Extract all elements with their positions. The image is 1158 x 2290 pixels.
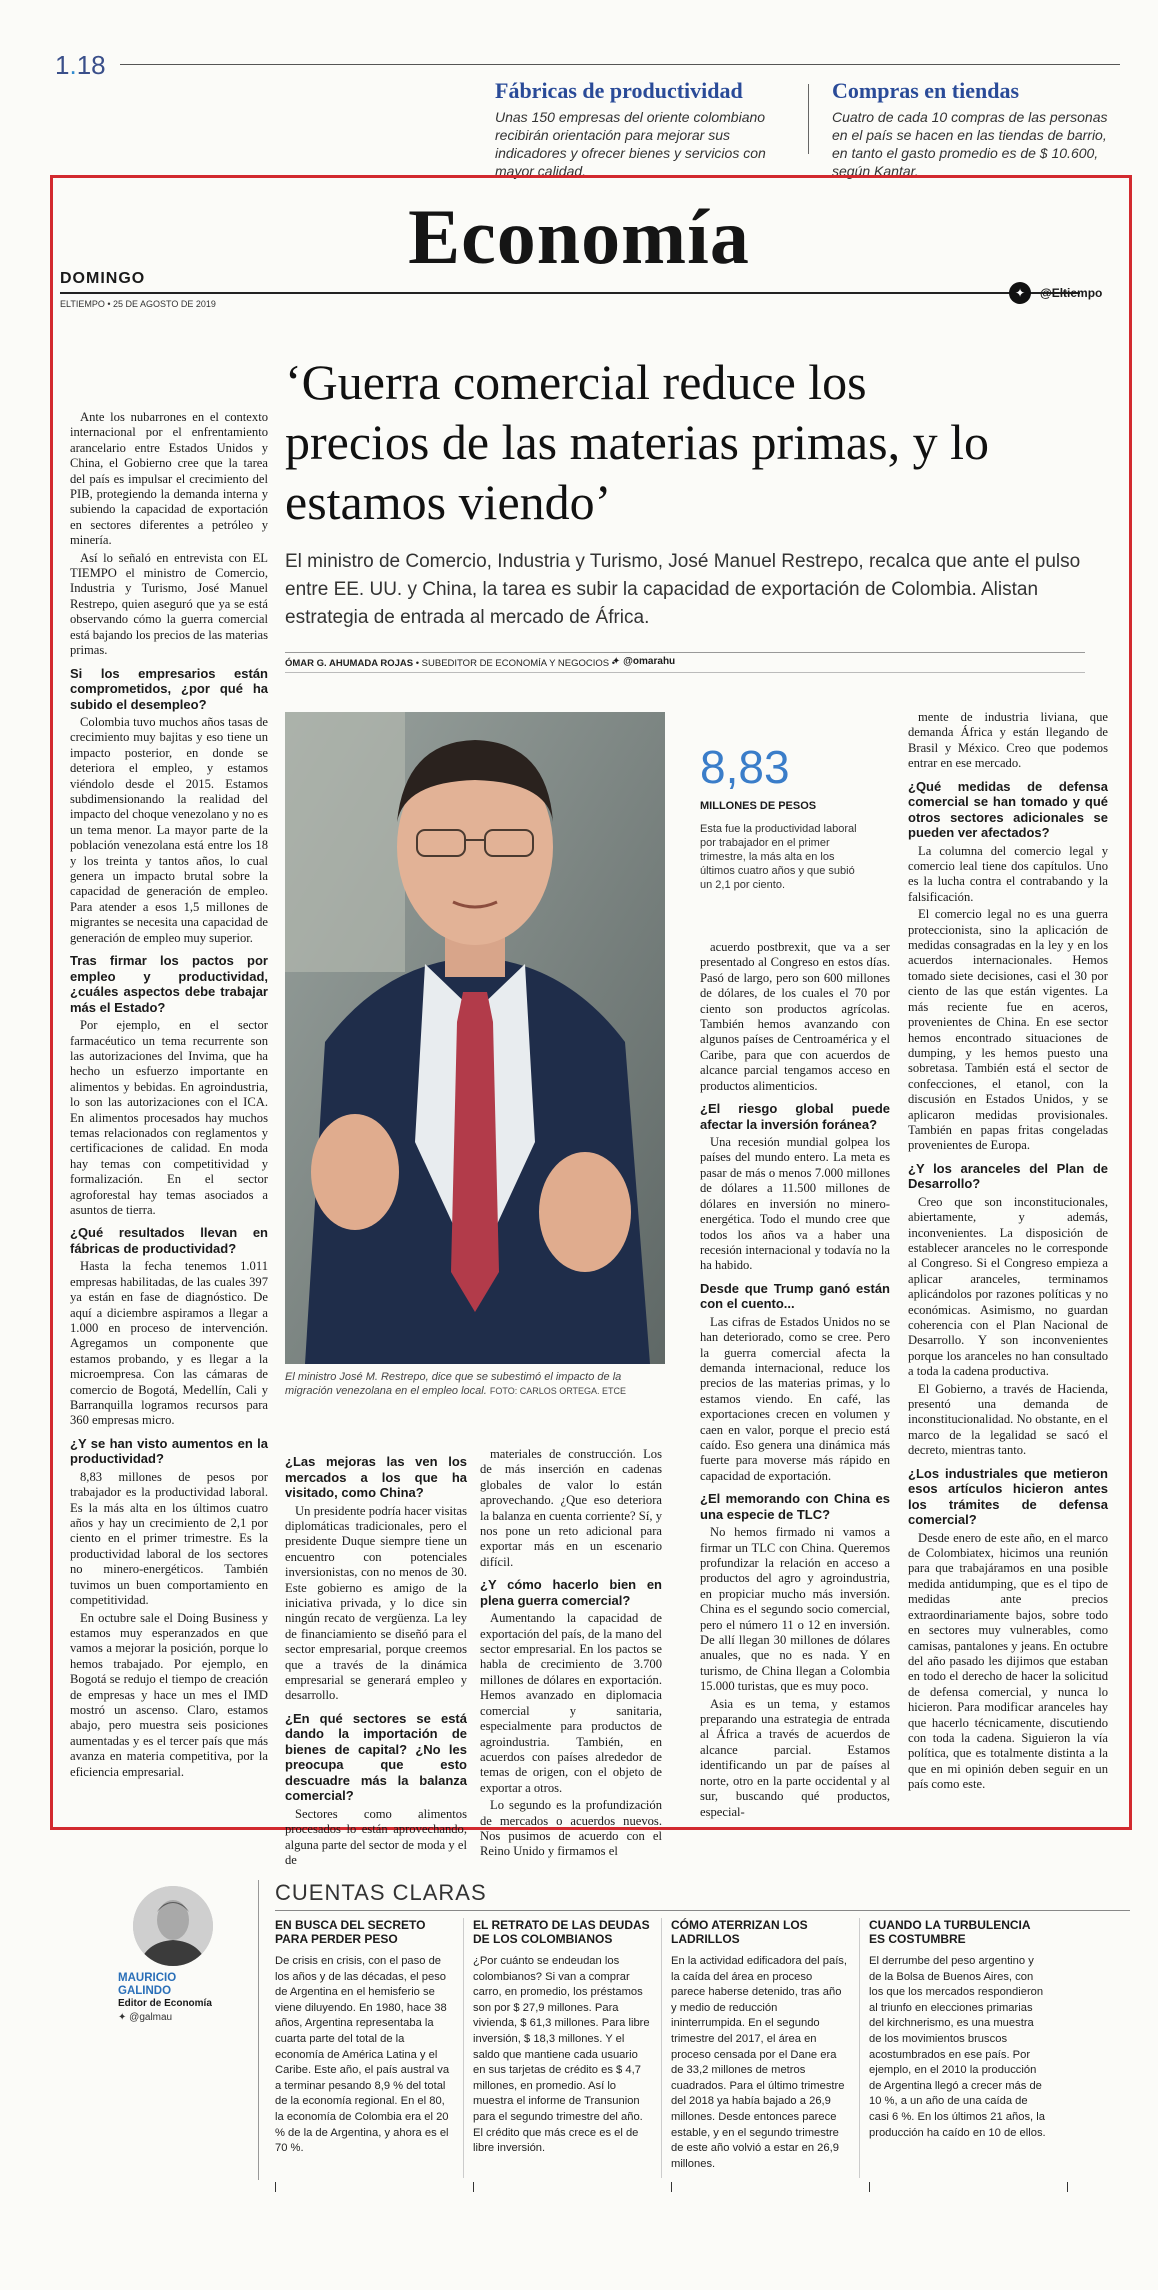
article-paragraph: Colombia tuvo muchos años tasas de crecimiento muy bajitas y eso tiene un impacto posterior, en donde se deteriora el empleo, y estamos viéndolo desde el 2015. Estamos subdimensionando la realidad del impacto del choque venezolano y no es un tema menor. La mayor parte de la población venezolana está entre los 18 y los treinta y tantos años, lo cual genera un impacto brutal sobre la capacidad de generación de empleo. Para atender a esos 1,5 millones de migrantes se necesita una capacidad de generación de empleo muy superior. bbox=[70, 715, 268, 945]
article-paragraph: Por ejemplo, en el sector farmacéutico un tema recurrente son las autorizaciones del Invima, que ha hecho un esfuerzo importante en alimentos y bebidas. En agroindustria, lo son las autorizaciones con el ICA. En alimentos procesados hay muchos temas relacionados con reglamentos y certificaciones de calidad. En moda hay temas con competitividad y formalización. En el sector agroforestal hay temas asociados a asuntos de tierra. bbox=[70, 1018, 268, 1217]
column-divider bbox=[463, 1918, 464, 2178]
teaser-title: Compras en tiendas bbox=[832, 78, 1020, 103]
article-paragraph: mente de industria liviana, que demanda África y están llegando de Brasil y México. Creo que podemos entrar en ese mercado. bbox=[908, 710, 1108, 771]
interview-question: ¿Y los aranceles del Plan de Desarrollo? bbox=[908, 1160, 1108, 1192]
interview-question: ¿En qué sectores se está dando la importación de bienes de capital? ¿No les preocupa que esto descuadre más la balanza comercial? bbox=[285, 1710, 467, 1804]
minister-photo-illustration bbox=[285, 712, 665, 1364]
article-paragraph: El Gobierno, a través de Hacienda, presentó una demanda de inconstitucionalidad. No obstante, en el marco de la legalidad se sacó el decreto, mientras tanto. bbox=[908, 1381, 1108, 1458]
column-divider bbox=[859, 1918, 860, 2178]
byline-twitter[interactable] bbox=[612, 656, 675, 667]
section-twitter-handle[interactable]: @Eltiempo bbox=[1040, 286, 1103, 300]
article-column-2 bbox=[285, 1447, 467, 1870]
article-paragraph: Ante los nubarrones en el contexto internacional por el enfrentamiento arancelario entre Estados Unidos y China, el Gobierno cree que la tarea del país es impulsar el crecimiento del PIB, protegiendo la demanda interna y subiendo la capacidad de exportación en sectores diferentes a petróleo y minería. bbox=[70, 410, 268, 548]
interview-question: Si los empresarios están comprometidos, ¿por qué ha subido el desempleo? bbox=[70, 665, 268, 712]
stat-label: MILLONES DE PESOS bbox=[700, 800, 817, 812]
author-twitter-handle: @galmau bbox=[129, 2012, 173, 2023]
byline-rule bbox=[285, 652, 1085, 653]
page-tick bbox=[473, 2182, 474, 2192]
byline bbox=[285, 658, 615, 669]
article-paragraph: acuerdo postbrexit, que va a ser presentado al Congreso en estos días. Pasó de largo, pero son 600 millones de dólares, de los cuales el 70 por ciento son productos agrícolas. También hemos avanzando con algunos países de Centroamérica y el Caribe, para que con acuerdos de alcance parcial tengamos acceso en productos alimenticios. bbox=[700, 940, 890, 1093]
article-paragraph: El comercio legal no es una guerra proteccionista, sino la aplicación de medidas consagradas en la ley y en los acuerdos internacionales. Hemos tomado siete decisiones, casi el 30 por ciento de las que están vigentes. La más reciente fue en aceros, provenientes de China. En ese sector hemos encontrado situaciones de dumping, y les hemos puesto una sobretasa. También está el sector de confecciones, el etanol, con la discusión en Estados Unidos, y se aplicaron medidas provisionales. También en papas fritas congeladas provenientes de Europa. bbox=[908, 907, 1108, 1153]
cuentas-item-text: En la actividad edificadora del país, la caída del área en proceso parece haberse detenido, tras año y medio de reducción ininterrumpida. En el segundo trimestre del 2017, el área en proceso censada por el Dane era de 33,2 millones de metros cuadrados. Para el último trimestre del 2018 ya había bajado a 26,9 millones. Desde entonces parece estable, y en el segundo trimestre de este año volvió a estar en 26,9 millones. bbox=[671, 1955, 848, 2170]
article-paragraph: No hemos firmado ni vamos a firmar un TLC con China. Queremos profundizar la relación en acceso a productos del agro y agroindustria, en propiciar mucho más inversión. China es el segundo socio comercial, pero el número 11 o 12 en inversión. De allí llegan 30 millones de dólares anuales, que no es nada. Y en turismo, de China llegan a Colombia 15.000 turistas, que es muy poco. bbox=[700, 1525, 890, 1694]
article-paragraph: Así lo señaló en entrevista con EL TIEMPO el ministro de Comercio, Industria y Turismo, José Manuel Restrepo, quien aseguró que ya se está observando cómo la guerra comercial está bajando los precios de las materias primas. bbox=[70, 550, 268, 658]
interview-question: ¿El memorando con China es una especie de TLC? bbox=[700, 1491, 890, 1522]
page-number-prefix: 1 bbox=[55, 50, 70, 80]
byline-rule-bottom bbox=[285, 672, 1085, 673]
article-paragraph: Lo segundo es la profundización de mercados o acuerdos nuevos. Nos pusimos de acuerdo con el Reino Unido y firmamos el bbox=[480, 1798, 662, 1859]
article-headline: ‘Guerra comercial reduce los precios de las materias primas, y lo estamos viendo’ bbox=[285, 354, 989, 530]
page-number-value: 18 bbox=[76, 50, 106, 80]
cuentas-claras-rule bbox=[275, 1910, 1130, 1911]
cuentas-item-text: De crisis en crisis, con el paso de los años y de las décadas, el peso de Argentina en el hemisferio se viene diluyendo. En 1980, hace 38 años, Argentina representaba la cuarta parte del total de la economía de América Latina y el Caribe. Este año, el país austral va a terminar pesando 8,9 % del total de la economía regional. En el 80, la economía de Colombia era el 20 % de la de Argentina, y ahora es el 70 %. bbox=[275, 1955, 450, 2155]
section-day: DOMINGO bbox=[60, 270, 146, 287]
author-twitter[interactable] bbox=[118, 2012, 172, 2023]
article-paragraph: materiales de construcción. Los de más inserción en cadenas globales de valor lo están aprovechando. ¿Que eso deteriora la balanza en cuenta corriente? Sí, y nos pone un reto adicional para exportar más en un escenario difícil. bbox=[480, 1447, 662, 1569]
cuentas-claras-title: CUENTAS CLARAS bbox=[275, 1880, 487, 1905]
article-column-1 bbox=[70, 410, 268, 1782]
page-number-dot: . bbox=[69, 50, 77, 80]
article-paragraph: En octubre sale el Doing Business y estamos muy esperanzados en que vamos a mejorar la posición, porque lo hemos trabajado. Por ejemplo, en Bogotá se redujo el tiempo de creación de empresas y hace un mes el IMD mostró un ascenso. Claro, estamos abajo, pero muestra seis posiciones aumentadas y es el tercer país que más avanza en materia competitiva, por la eficiencia empresarial. bbox=[70, 1610, 268, 1779]
photo-credit: FOTO: CARLOS ORTEGA. ETCE bbox=[489, 1386, 627, 1396]
article-paragraph: Creo que son inconstitucionales, abiertamente, y además, inconvenientes. La disposición de establecer aranceles no le corresponde al Congreso. Si el Congreso empieza a aplicar aranceles, terminamos aplicándolos por razones políticas y no económicas. Asimismo, no guardan coherencia con el Plan Nacional de Desarrollo. Y son inconvenientes porque los aranceles no han consultado a toda la cadena productiva. bbox=[908, 1194, 1108, 1379]
cuentas-item bbox=[275, 1918, 453, 2157]
page-tick bbox=[869, 2182, 870, 2192]
interview-question: ¿Los industriales que metieron esos artículos hicieron antes los trámites de defensa comercial? bbox=[908, 1465, 1108, 1528]
interview-question: ¿Y se han visto aumentos en la productividad? bbox=[70, 1435, 268, 1467]
article-paragraph: Una recesión mundial golpea los países del mundo entero. La meta es pasar de más o menos 7.000 millones de dólares a 11.500 millones de dólares en inversión no minero-energética. Todo el mundo cree que todos los años va a haber una recesión internacional y todavía no la ha habido. bbox=[700, 1135, 890, 1273]
byline-name: ÓMAR G. AHUMADA ROJAS bbox=[285, 658, 414, 669]
column-divider bbox=[258, 1880, 259, 2180]
byline-role: • SUBEDITOR DE ECONOMÍA Y NEGOCIOS • bbox=[413, 658, 616, 669]
interview-question: ¿Las mejoras las ven los mercados a los que ha visitado, como China? bbox=[285, 1454, 467, 1500]
teaser-text: Cuatro de cada 10 compras de las personas en el país se hacen en las tiendas de barrio, en tanto el gasto promedio es de $ 10.600, según Kantar. bbox=[832, 109, 1108, 179]
article-paragraph: Un presidente podría hacer visitas diplomáticas tradicionales, pero el presidente Duque siempre tiene un encuentro con potenciales inversionistas, con no menos de 30. Este gobierno es amigo de la iniciativa privada, y lo dice sin ningún recato de vergüenza. La ley de financiamiento se diseñó para el sector empresarial, porque creemos que a través de la dinámica empresarial se generará empleo y desarrollo. bbox=[285, 1503, 467, 1703]
date-line: ELTIEMPO • 25 DE AGOSTO DE 2019 bbox=[60, 299, 216, 309]
article-paragraph: Aumentando la capacidad de exportación del país, de la mano del sector empresarial. En los pactos se habla de crecimiento de 3.700 millones de dólares en exportación. Hemos avanzado en diplomacia comercial y sanitaria, especialmente para productos de agroindustria. También, en acuerdos con países alrededor de temas de origen, con el objeto de exportar a otros. bbox=[480, 1611, 662, 1795]
interview-question: ¿El riesgo global puede afectar la inversión foránea? bbox=[700, 1101, 890, 1132]
section-rule bbox=[60, 292, 1080, 294]
article-column-4 bbox=[700, 940, 890, 1822]
article-paragraph: Sectores como alimentos procesados lo están aprovechando, alguna parte del sector de moda y el de bbox=[285, 1806, 467, 1867]
page-number bbox=[55, 50, 106, 81]
article-column-3 bbox=[480, 1447, 662, 1862]
interview-question: Tras firmar los pactos por empleo y productividad, ¿cuáles aspectos debe trabajar más el Estado? bbox=[70, 953, 268, 1015]
twitter-icon: ✦ bbox=[1009, 282, 1031, 304]
byline-twitter-handle: @omarahu bbox=[623, 656, 676, 667]
cuentas-item-title: EL RETRATO DE LAS DEUDAS DE LOS COLOMBIANOS bbox=[473, 1918, 650, 1946]
teaser-divider bbox=[808, 84, 809, 154]
stat-description: Esta fue la productividad laboral por trabajador en el primer trimestre, la más alta en los últimos cuatro años y que subió un 2,1 por ciento. bbox=[700, 823, 857, 891]
page-tick bbox=[671, 2182, 672, 2192]
page-tick bbox=[275, 2182, 276, 2192]
section-title: Economía bbox=[408, 193, 750, 280]
cuentas-item-title: CÓMO ATERRIZAN LOS LADRILLOS bbox=[671, 1918, 808, 1946]
article-paragraph: Asia es un tema, y estamos preparando una estrategia de entrada al África a través de acuerdos de alcance parcial. Estamos identificando un par de países al norte, otro en la parte occidental y al sur, buscando qué productos, especial- bbox=[700, 1696, 890, 1819]
article-column-5 bbox=[908, 710, 1108, 1795]
stat-value: 8,83 bbox=[700, 741, 790, 793]
column-divider bbox=[661, 1918, 662, 2178]
interview-question: ¿Qué medidas de defensa comercial se han tomado y qué otros sectores adicionales se pueden ver afectados? bbox=[908, 778, 1108, 841]
article-deck: El ministro de Comercio, Industria y Turismo, José Manuel Restrepo, recalca que ante el pulso entre EE. UU. y China, la tarea es subir la capacidad de exportación de Colombia. Alistan estrategia de entrada al mercado de África. bbox=[285, 551, 1081, 628]
top-rule bbox=[120, 64, 1120, 65]
author-role: Editor de Economía bbox=[118, 1998, 212, 2009]
teaser-title: Fábricas de productividad bbox=[495, 78, 743, 103]
teaser-compras[interactable] bbox=[832, 78, 1122, 180]
cuentas-item bbox=[671, 1918, 849, 2172]
teaser-fabricas[interactable] bbox=[495, 78, 795, 180]
article-paragraph: Las cifras de Estados Unidos no se han deteriorado, como se cree. Pero la guerra comercial afecta la demanda internacional, reduce los precios de las materias primas, y lo estamos viendo. En café, las exportaciones crecen en volumen y caen en valor, porque el precio está caído. Eso genera una dinámica más fuerte para moverse más rápido en capacidad de exportación. bbox=[700, 1314, 890, 1483]
interview-question: ¿Qué resultados llevan en fábricas de productividad? bbox=[70, 1225, 268, 1256]
teaser-text: Unas 150 empresas del oriente colombiano recibirán orientación para mejorar sus indicadores y ofrecer bienes y servicios con mayor calidad. bbox=[495, 109, 766, 179]
cuentas-item-title: EN BUSCA DEL SECRETO PARA PERDER PESO bbox=[275, 1918, 426, 1946]
article-paragraph: 8,83 millones de pesos por trabajador es la productividad laboral. Es la más alta en los últimos cuatro años y hay un crecimiento de 2,1 por ciento en el primer trimestre. Es la productividad laboral de los sectores no minero-energéticos. También tuvimos un buen comportamiento en competitividad. bbox=[70, 1469, 268, 1608]
page-tick bbox=[1067, 2182, 1068, 2192]
cuentas-item-text: ¿Por cuánto se endeudan los colombianos? Si van a comprar carro, en promedio, los préstamos son por $ 27,9 millones. Para vivienda, $ 61,3 millones. Para libre inversión, $ 18,3 millones. Y el saldo que mantiene cada usuario en sus tarjetas de crédito es $ 4,7 millones, en promedio. Así lo muestra el informe de Transunion para el segundo trimestre del año. El crédito que más crece es el de libre inversión. bbox=[473, 1955, 650, 2155]
cuentas-item-title: CUANDO LA TURBULENCIA ES COSTUMBRE bbox=[869, 1918, 1031, 1946]
article-paragraph: Desde enero de este año, en el marco de Colombiatex, hicimos una reunión para que trabajáramos en una posible medida antidumping, que es el tipo de medidas ante precios extraordinariamente bajos, sobre todo en sectores muy vulnerables, como camisas, pantalones y jeans. En octubre del año pasado les dijimos que estaban en todo el derecho de hacer la solicitud de defensa comercial, y nunca lo hicieron. Para modificar aranceles hay que hacerlo técnicamente, discutiendo con toda la cadena. Siguieron la vía política, que es totalmente distinta a la que en mi opinión deben seguir en un país como este. bbox=[908, 1530, 1108, 1792]
cuentas-item-text: El derrumbe del peso argentino y de la Bolsa de Buenos Aires, con los que los mercados respondieron al triunfo en elecciones primarias del kirchnerismo, es una muestra de los movimientos bruscos acostumbrados en ese país. Por ejemplo, en el 2010 la producción de Argentina llegó a crecer más de 10 %, a un año de una caída de casi 6 %. En los últimos 21 años, la producción ha caído en 10 de ellos. bbox=[869, 1955, 1046, 2139]
twitter-icon: ✦ bbox=[118, 2012, 130, 2023]
interview-question: Desde que Trump ganó están con el cuento... bbox=[700, 1280, 890, 1312]
author-avatar bbox=[133, 1886, 213, 1966]
cuentas-item bbox=[473, 1918, 651, 2157]
photo-caption bbox=[285, 1370, 665, 1398]
article-paragraph: Hasta la fecha tenemos 1.011 empresas habilitadas, de las cuales 397 ya están en fase de diagnóstico. De aquí a diciembre aspiramos a llegar a 1.000 en proceso de intervención. Agregamos un componente que estamos probando, y es llegar a la microempresa. Con las cámaras de comercio de Bogotá, Medellín, Cali y Barranquilla logramos recursos para 360 empresas micro. bbox=[70, 1259, 268, 1428]
author-name: MAURICIO GALINDO bbox=[118, 1972, 177, 1997]
interview-question: ¿Y cómo hacerlo bien en plena guerra comercial? bbox=[480, 1577, 662, 1608]
twitter-icon: ✦ bbox=[612, 656, 624, 667]
cuentas-item bbox=[869, 1918, 1047, 2141]
author-avatar-illustration bbox=[133, 1886, 213, 1966]
photo-caption-text: El ministro José M. Restrepo, dice que se subestimó el impacto de la migración venezolana en el empleo local. bbox=[285, 1371, 622, 1397]
article-paragraph: La columna del comercio legal y comercio leal tiene dos capítulos. Uno es la lucha contra el contrabando y la falsificación. bbox=[908, 843, 1108, 904]
minister-photo bbox=[285, 712, 665, 1364]
